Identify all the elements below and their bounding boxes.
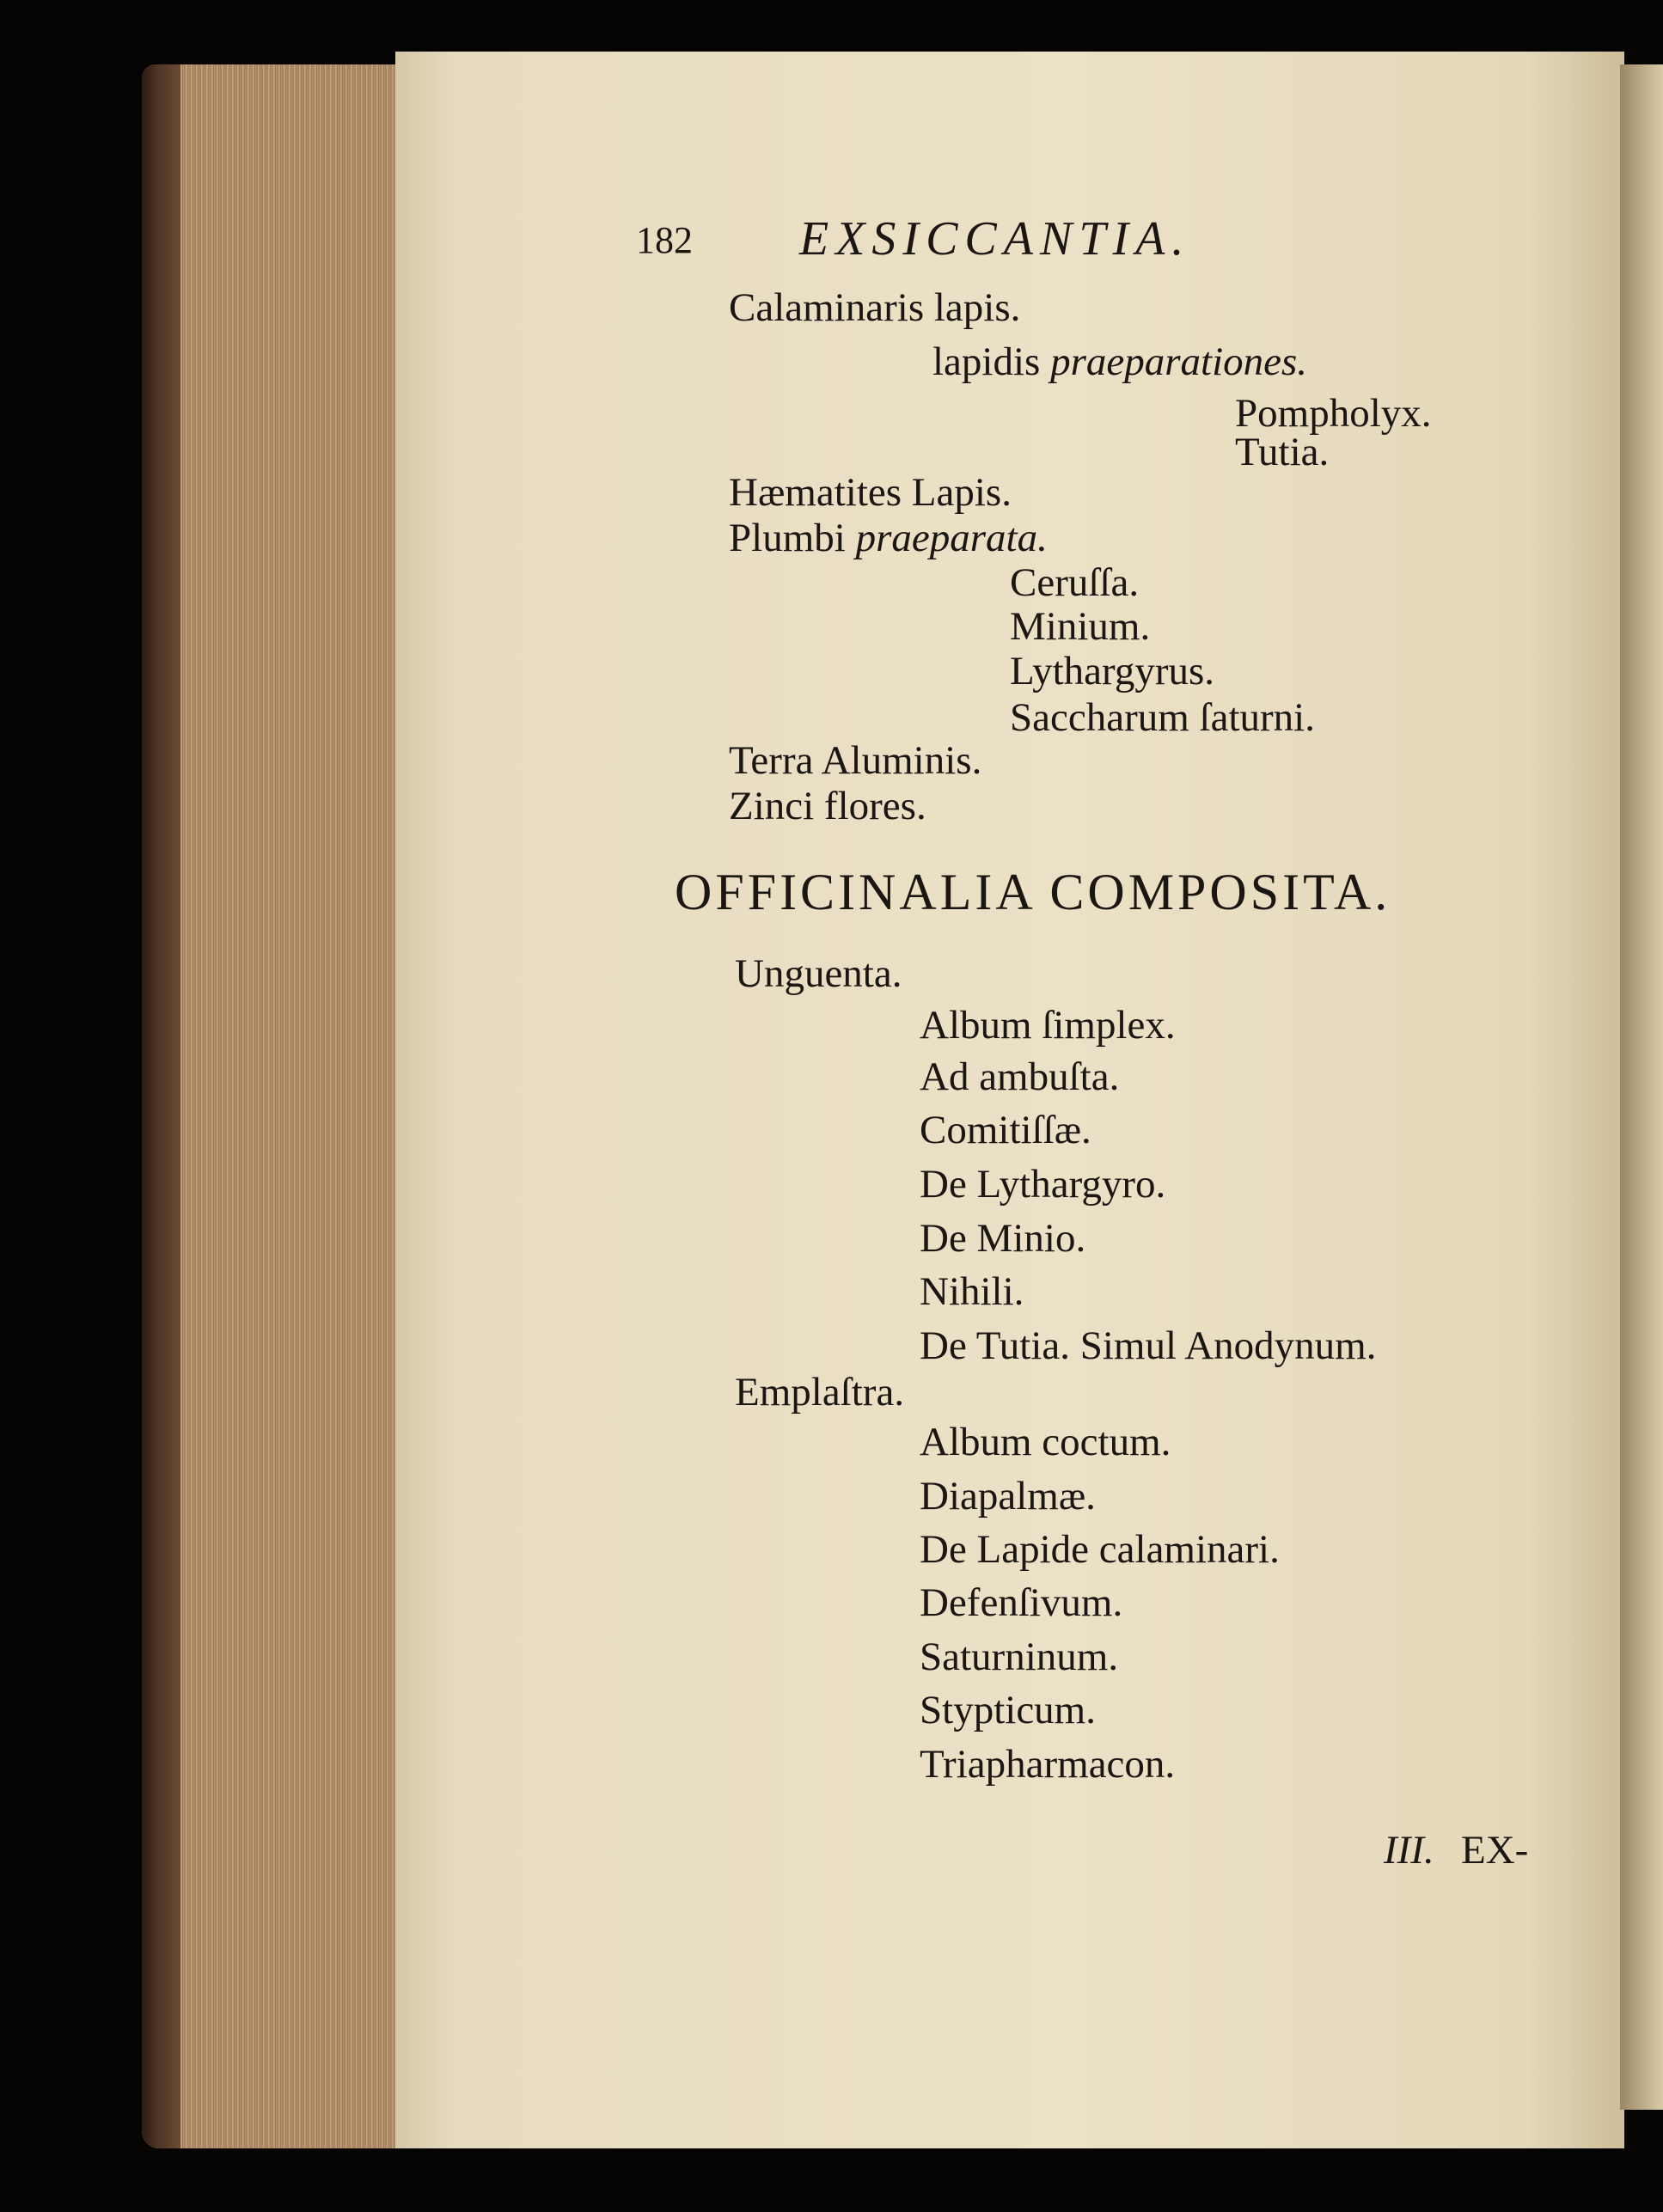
section-heading: OFFICINALIA COMPOSITA. <box>675 864 1391 920</box>
page-number: 182 <box>636 219 693 261</box>
list-item: Minium. <box>1010 604 1151 649</box>
list-item: Saturninum. <box>920 1635 1119 1679</box>
list-item: Calaminaris lapis. <box>729 285 1021 330</box>
group-label-emplastra: Emplaſtra. <box>735 1370 905 1415</box>
next-page-edge <box>1620 64 1663 2110</box>
running-title: EXSICCANTIA. <box>799 212 1191 266</box>
list-item: Comitiſſæ. <box>920 1108 1091 1152</box>
catchword: EX- <box>1461 1828 1529 1873</box>
signature-mark: III. <box>1384 1828 1434 1873</box>
group-label-unguenta: Unguenta. <box>735 951 902 996</box>
list-item: Triapharmacon. <box>920 1742 1176 1787</box>
list-item: Ceruſſa. <box>1010 560 1140 605</box>
list-item: Lythargyrus. <box>1010 649 1215 694</box>
list-item: Album coctum. <box>920 1420 1171 1464</box>
list-item: De Tutia. Simul Anodynum. <box>920 1323 1377 1368</box>
list-item: Ad ambuſta. <box>920 1054 1120 1099</box>
list-item: De Minio. <box>920 1216 1086 1261</box>
book-page-edges <box>142 64 400 2148</box>
list-item: Stypticum. <box>920 1688 1096 1732</box>
list-item: Album ſimplex. <box>920 1003 1176 1048</box>
list-item: Hæmatites Lapis. <box>729 470 1012 515</box>
list-item: Tutia. <box>1235 430 1330 474</box>
list-item: Defenſivum. <box>920 1580 1123 1625</box>
list-item: Saccharum ſaturni. <box>1010 695 1315 740</box>
list-item: De Lapide calaminari. <box>920 1527 1280 1572</box>
list-item: Pompholyx. <box>1235 391 1432 436</box>
list-item: lapidis praeparationes. <box>932 339 1308 384</box>
list-item: De Lythargyro. <box>920 1162 1166 1207</box>
list-item: Terra Aluminis. <box>729 738 982 783</box>
list-item: Nihili. <box>920 1269 1024 1314</box>
list-item: Diapalmæ. <box>920 1474 1096 1518</box>
list-item: Plumbi praeparata. <box>729 516 1048 560</box>
list-item: Zinci flores. <box>729 784 926 828</box>
